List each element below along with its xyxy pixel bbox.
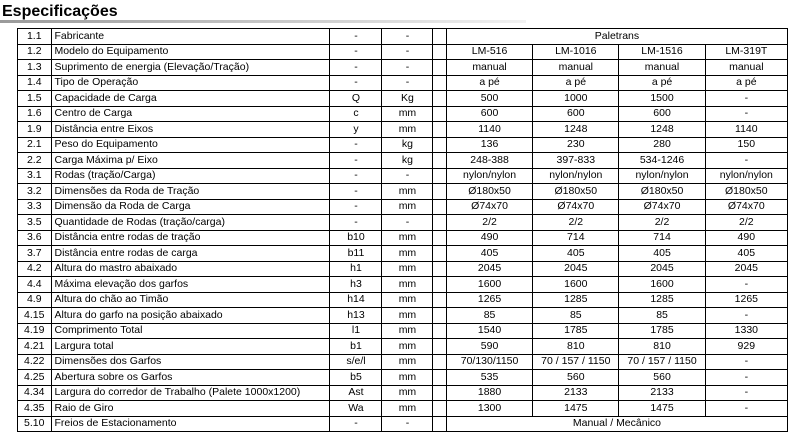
item-symbol: b5 (330, 370, 382, 386)
spec-row (18, 292, 788, 308)
model-value: nylon/nylon (705, 168, 787, 184)
model-value: 535 (446, 370, 532, 386)
model-value: 85 (533, 308, 619, 324)
spec-row (18, 168, 788, 184)
model-value: 1265 (705, 292, 787, 308)
item-number: 3.7 (18, 246, 52, 262)
model-value: 230 (533, 137, 619, 153)
model-value: 85 (619, 308, 705, 324)
model-value: Ø180x50 (705, 184, 787, 200)
item-description: Altura do chão ao Timão (51, 292, 330, 308)
item-number: 4.2 (18, 261, 52, 277)
item-description: Distância entre rodas de carga (51, 246, 330, 262)
item-unit: - (382, 44, 433, 60)
item-symbol: - (330, 60, 382, 76)
model-value: 600 (446, 106, 532, 122)
item-symbol: h14 (330, 292, 382, 308)
item-description: Altura do mastro abaixado (51, 261, 330, 277)
item-description: Centro de Carga (51, 106, 330, 122)
column-gap (433, 308, 446, 324)
spec-row (18, 44, 788, 60)
spec-row-header (18, 29, 788, 45)
item-description: Suprimento de energia (Elevação/Tração) (51, 60, 330, 76)
spec-row (18, 60, 788, 76)
spec-row (18, 385, 788, 401)
column-gap (433, 416, 446, 432)
item-number: 3.1 (18, 168, 52, 184)
column-gap (433, 261, 446, 277)
model-value: a pé (619, 75, 705, 91)
model-value: 490 (705, 230, 787, 246)
model-value: 85 (446, 308, 532, 324)
spec-row (18, 246, 788, 262)
model-value: 810 (533, 339, 619, 355)
column-gap (433, 277, 446, 293)
item-unit: mm (382, 370, 433, 386)
item-number: 1.4 (18, 75, 52, 91)
model-value: 2/2 (705, 215, 787, 231)
model-value: 1785 (619, 323, 705, 339)
item-unit: mm (382, 292, 433, 308)
item-number: 1.5 (18, 91, 52, 107)
spec-row (18, 277, 788, 293)
item-unit: - (382, 215, 433, 231)
spec-row (18, 106, 788, 122)
model-value: 1285 (533, 292, 619, 308)
spec-row (18, 184, 788, 200)
model-value: 2133 (533, 385, 619, 401)
column-gap (433, 246, 446, 262)
item-description: Fabricante (51, 29, 330, 45)
model-value: 500 (446, 91, 532, 107)
spec-row (18, 261, 788, 277)
item-unit: mm (382, 261, 433, 277)
model-value: 405 (533, 246, 619, 262)
item-unit: mm (382, 199, 433, 215)
model-value: 534-1246 (619, 153, 705, 169)
item-unit: kg (382, 153, 433, 169)
item-unit: mm (382, 401, 433, 417)
model-value: 2045 (705, 261, 787, 277)
model-value: 1300 (446, 401, 532, 417)
item-unit: mm (382, 122, 433, 138)
model-value: - (705, 401, 787, 417)
model-value: 1140 (446, 122, 532, 138)
item-unit: mm (382, 323, 433, 339)
item-symbol: - (330, 215, 382, 231)
model-value: 2/2 (446, 215, 532, 231)
item-description: Peso do Equipamento (51, 137, 330, 153)
column-gap (433, 370, 446, 386)
item-symbol: - (330, 199, 382, 215)
item-symbol: b1 (330, 339, 382, 355)
item-description: Capacidade de Carga (51, 91, 330, 107)
item-description: Tipo de Operação (51, 75, 330, 91)
model-value: 714 (533, 230, 619, 246)
item-number: 1.6 (18, 106, 52, 122)
model-value: Ø180x50 (533, 184, 619, 200)
page-title: Especificações (2, 3, 118, 20)
item-number: 3.5 (18, 215, 52, 231)
specifications-table (17, 28, 788, 432)
item-number: 3.2 (18, 184, 52, 200)
spec-row (18, 230, 788, 246)
item-number: 3.6 (18, 230, 52, 246)
item-unit: mm (382, 246, 433, 262)
item-symbol: - (330, 44, 382, 60)
model-value: manual (619, 60, 705, 76)
model-value: 1475 (533, 401, 619, 417)
item-unit: - (382, 60, 433, 76)
model-value: LM-319T (705, 44, 787, 60)
model-value: 1248 (533, 122, 619, 138)
model-value: 1500 (619, 91, 705, 107)
item-symbol: h1 (330, 261, 382, 277)
item-number: 5.10 (18, 416, 52, 432)
model-value: 2045 (446, 261, 532, 277)
item-unit: mm (382, 184, 433, 200)
item-unit: - (382, 416, 433, 432)
model-value: Ø74x70 (446, 199, 532, 215)
model-value: Ø74x70 (533, 199, 619, 215)
item-description: Raio de Giro (51, 401, 330, 417)
item-number: 1.9 (18, 122, 52, 138)
item-symbol: h13 (330, 308, 382, 324)
model-value: 1000 (533, 91, 619, 107)
item-description: Distância entre Eixos (51, 122, 330, 138)
model-value: Ø180x50 (446, 184, 532, 200)
model-value: - (705, 91, 787, 107)
model-value: 136 (446, 137, 532, 153)
model-value: Ø74x70 (705, 199, 787, 215)
item-symbol: - (330, 29, 382, 45)
model-value: 1248 (619, 122, 705, 138)
column-gap (433, 401, 446, 417)
item-number: 1.3 (18, 60, 52, 76)
column-gap (433, 137, 446, 153)
model-value: 810 (619, 339, 705, 355)
model-value: 405 (705, 246, 787, 262)
item-unit: mm (382, 385, 433, 401)
spec-row (18, 308, 788, 324)
model-value: - (705, 385, 787, 401)
model-value: 2/2 (533, 215, 619, 231)
item-description: Carga Máxima p/ Eixo (51, 153, 330, 169)
model-value: a pé (446, 75, 532, 91)
model-value: Ø74x70 (619, 199, 705, 215)
item-symbol: Q (330, 91, 382, 107)
column-gap (433, 122, 446, 138)
item-unit: mm (382, 230, 433, 246)
item-unit: Kg (382, 91, 433, 107)
item-description: Dimensões dos Garfos (51, 354, 330, 370)
item-symbol: - (330, 168, 382, 184)
model-value: 600 (619, 106, 705, 122)
item-number: 1.1 (18, 29, 52, 45)
column-gap (433, 230, 446, 246)
model-value: 929 (705, 339, 787, 355)
model-value: 405 (619, 246, 705, 262)
item-number: 4.19 (18, 323, 52, 339)
model-value: - (705, 370, 787, 386)
model-value: LM-1016 (533, 44, 619, 60)
column-gap (433, 60, 446, 76)
item-number: 4.9 (18, 292, 52, 308)
item-unit: mm (382, 339, 433, 355)
item-symbol: s/e/l (330, 354, 382, 370)
item-unit: mm (382, 354, 433, 370)
item-description: Dimensões da Roda de Tração (51, 184, 330, 200)
model-value: a pé (533, 75, 619, 91)
model-value: 2133 (619, 385, 705, 401)
model-value: nylon/nylon (619, 168, 705, 184)
model-value: 280 (619, 137, 705, 153)
item-symbol: h3 (330, 277, 382, 293)
item-number: 4.25 (18, 370, 52, 386)
model-value: 1265 (446, 292, 532, 308)
item-description: Largura total (51, 339, 330, 355)
model-value: - (705, 106, 787, 122)
item-description: Rodas (tração/Carga) (51, 168, 330, 184)
model-value: 1540 (446, 323, 532, 339)
item-number: 4.34 (18, 385, 52, 401)
column-gap (433, 168, 446, 184)
model-value: manual (705, 60, 787, 76)
manufacturer-name: Paletrans (446, 29, 787, 45)
model-value: 150 (705, 137, 787, 153)
item-number: 4.15 (18, 308, 52, 324)
model-value: - (705, 153, 787, 169)
item-symbol: - (330, 137, 382, 153)
item-number: 4.22 (18, 354, 52, 370)
model-value: 397-833 (533, 153, 619, 169)
item-symbol: l1 (330, 323, 382, 339)
item-description: Altura do garfo na posição abaixado (51, 308, 330, 324)
spec-row (18, 91, 788, 107)
item-symbol: b10 (330, 230, 382, 246)
column-gap (433, 199, 446, 215)
column-gap (433, 29, 446, 45)
model-value: nylon/nylon (446, 168, 532, 184)
column-gap (433, 323, 446, 339)
model-value: 405 (446, 246, 532, 262)
model-value: - (705, 308, 787, 324)
model-value: Ø180x50 (619, 184, 705, 200)
item-unit: mm (382, 308, 433, 324)
model-value: a pé (705, 75, 787, 91)
model-value: 600 (533, 106, 619, 122)
spec-row (18, 137, 788, 153)
model-value: nylon/nylon (533, 168, 619, 184)
model-value: LM-516 (446, 44, 532, 60)
item-number: 2.2 (18, 153, 52, 169)
item-symbol: Wa (330, 401, 382, 417)
model-value: 1785 (533, 323, 619, 339)
column-gap (433, 339, 446, 355)
column-gap (433, 215, 446, 231)
item-description: Modelo do Equipamento (51, 44, 330, 60)
model-value: 1330 (705, 323, 787, 339)
item-description: Máxima elevação dos garfos (51, 277, 330, 293)
item-unit: - (382, 75, 433, 91)
column-gap (433, 184, 446, 200)
model-value: 560 (533, 370, 619, 386)
item-description: Largura do corredor de Trabalho (Palete 1000x1200) (51, 385, 330, 401)
item-symbol: - (330, 416, 382, 432)
spec-row-footer (18, 416, 788, 432)
model-value: 2045 (619, 261, 705, 277)
item-symbol: y (330, 122, 382, 138)
model-value: 1600 (619, 277, 705, 293)
model-value: 1880 (446, 385, 532, 401)
column-gap (433, 153, 446, 169)
model-value: 1600 (446, 277, 532, 293)
spec-row (18, 122, 788, 138)
spec-row (18, 75, 788, 91)
model-value: manual (533, 60, 619, 76)
spec-row (18, 153, 788, 169)
model-value: 1600 (533, 277, 619, 293)
spec-row (18, 323, 788, 339)
model-value: 1140 (705, 122, 787, 138)
title-underline (0, 20, 526, 23)
spec-row (18, 370, 788, 386)
model-value: 248-388 (446, 153, 532, 169)
item-symbol: b11 (330, 246, 382, 262)
column-gap (433, 106, 446, 122)
model-value: - (705, 277, 787, 293)
model-value: 590 (446, 339, 532, 355)
model-value: 2045 (533, 261, 619, 277)
column-gap (433, 44, 446, 60)
item-description: Abertura sobre os Garfos (51, 370, 330, 386)
model-value: 1475 (619, 401, 705, 417)
model-value: - (705, 354, 787, 370)
column-gap (433, 354, 446, 370)
item-number: 4.21 (18, 339, 52, 355)
brake-type-value: Manual / Mecânico (446, 416, 787, 432)
column-gap (433, 75, 446, 91)
item-symbol: - (330, 75, 382, 91)
spec-row (18, 401, 788, 417)
item-symbol: Ast (330, 385, 382, 401)
item-unit: - (382, 168, 433, 184)
item-unit: - (382, 29, 433, 45)
spec-row (18, 339, 788, 355)
item-number: 4.4 (18, 277, 52, 293)
item-description: Freios de Estacionamento (51, 416, 330, 432)
model-value: manual (446, 60, 532, 76)
model-value: 560 (619, 370, 705, 386)
spec-row (18, 199, 788, 215)
item-symbol: c (330, 106, 382, 122)
column-gap (433, 292, 446, 308)
model-value: 70 / 157 / 1150 (619, 354, 705, 370)
item-description: Quantidade de Rodas (tração/carga) (51, 215, 330, 231)
model-value: 70/130/1150 (446, 354, 532, 370)
item-number: 1.2 (18, 44, 52, 60)
model-value: LM-1516 (619, 44, 705, 60)
item-unit: mm (382, 106, 433, 122)
spec-row (18, 354, 788, 370)
item-symbol: - (330, 184, 382, 200)
item-unit: kg (382, 137, 433, 153)
model-value: 1285 (619, 292, 705, 308)
item-number: 3.3 (18, 199, 52, 215)
item-number: 2.1 (18, 137, 52, 153)
model-value: 490 (446, 230, 532, 246)
model-value: 2/2 (619, 215, 705, 231)
column-gap (433, 385, 446, 401)
item-number: 4.35 (18, 401, 52, 417)
item-symbol: - (330, 153, 382, 169)
item-description: Distância entre rodas de tração (51, 230, 330, 246)
model-value: 70 / 157 / 1150 (533, 354, 619, 370)
item-description: Dimensão da Roda de Carga (51, 199, 330, 215)
model-value: 714 (619, 230, 705, 246)
column-gap (433, 91, 446, 107)
item-description: Comprimento Total (51, 323, 330, 339)
item-unit: mm (382, 277, 433, 293)
spec-row (18, 215, 788, 231)
